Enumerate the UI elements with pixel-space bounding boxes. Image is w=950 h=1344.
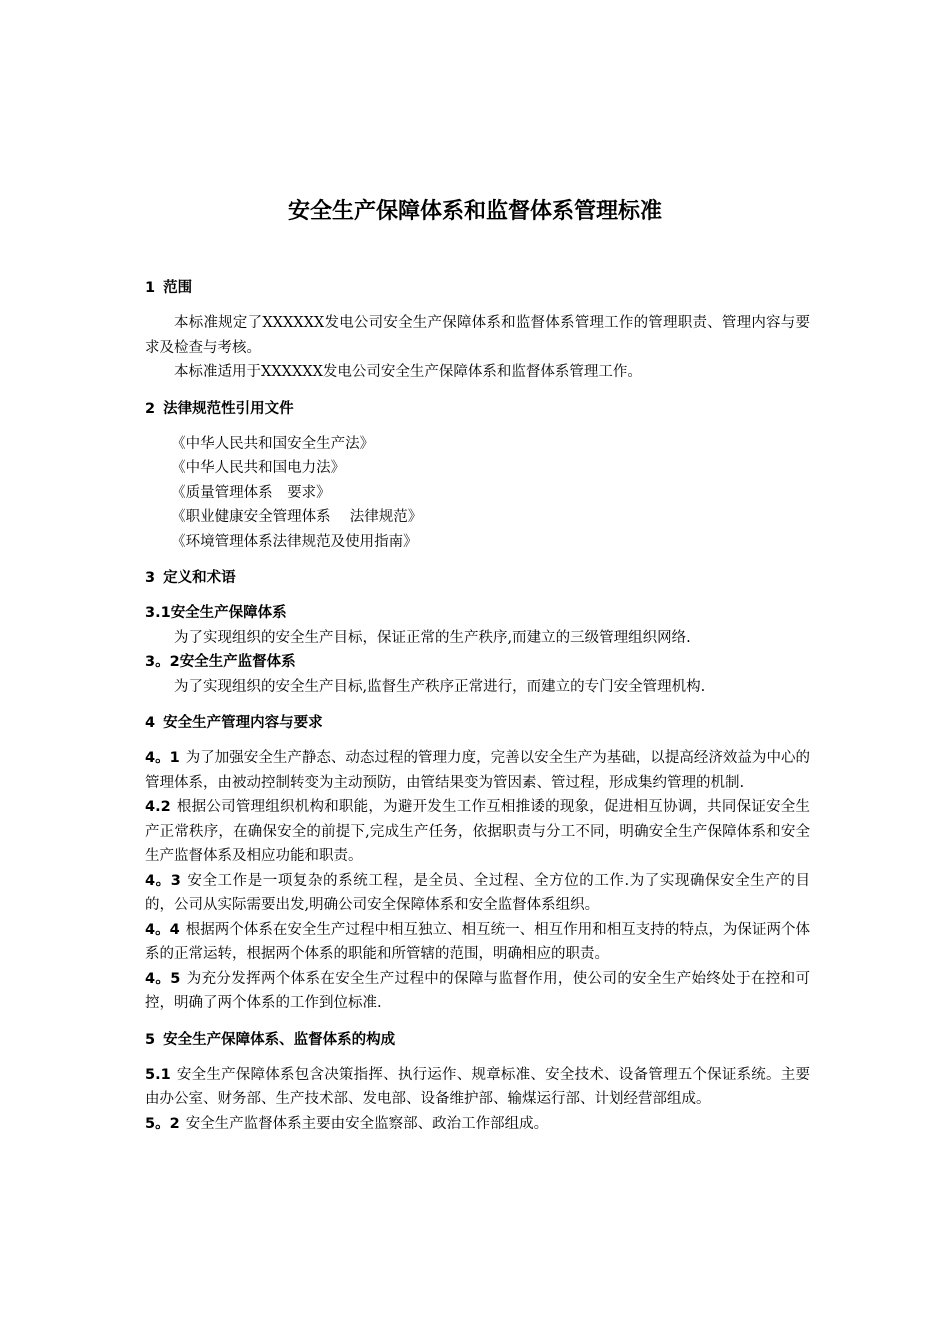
clause-item [145,746,810,795]
clause-item [145,918,810,967]
document-title: 安全生产保障体系和监督体系管理标准 [287,199,662,224]
citation-item: 《中华人民共和国安全生产法》 [171,435,375,452]
section-title: 安全生产保障体系、监督体系的构成 [163,1031,396,1048]
term-heading [145,650,810,675]
document-body [145,276,810,1136]
clause-text: 安全工作是一项复杂的系统工程，是全员、全过程、全方位的工作.为了实现确保安全生产的目的，公司从实际需要出发,明确公司安全保障体系和安全监督体系组织。 [145,872,810,913]
clause-item [145,795,810,869]
section-number: 1 [145,280,156,296]
section-heading-references [145,397,810,421]
clause-item [145,1063,810,1112]
clause-item [145,967,810,1016]
term-number: 3。2 [145,654,180,670]
citation-item: 《中华人民共和国电力法》 [171,460,346,476]
citation-item: 《质量管理体系 要求》 [171,484,331,501]
clause-text: 根据公司管理组织机构和职能，为避开发生工作互相推诿的现象，促进相互协调，共同保证安全生产正常秩序，在确保安全的前提下,完成生产任务，依据职责与分工不同，明确安全生产保障体系和安全生产监督体系及相应功能和职责。 [145,799,810,864]
section-title: 法律规范性引用文件 [163,400,294,417]
clause-item [145,1112,810,1137]
citation-item: 《环境管理体系法律规范及使用指南》 [171,533,418,550]
clause-text: 安全生产保障体系包含决策指挥、执行运作、规章标准、安全技术、设备管理五个保证系统。主要由办公室、财务部、生产技术部、发电部、设备维护部、输煤运行部、计划经营部组成。 [145,1066,810,1107]
section-number: 2 [145,400,156,417]
section-title: 范围 [163,280,193,296]
section-number: 3 [145,570,156,586]
citation-item: 《职业健康安全管理体系 法律规范》 [171,509,423,525]
term-definition: 为了实现组织的安全生产目标,监督生产秩序正常进行，而建立的专门安全管理机构. [174,678,706,695]
clause-number: 4。3 [145,872,181,889]
clause-number: 5。2 [145,1115,180,1132]
section-number: 4 [145,715,156,731]
term-label: 安全生产监督体系 [179,654,296,670]
term-heading [145,601,810,626]
clause-number: 4.2 [145,799,171,815]
clause-text: 为了加强安全生产静态、动态过程的管理力度，完善以安全生产为基础，以提高经济效益为中心的管理体系，由被动控制转变为主动预防，由管结果变为管因素、管过程，形成集约管理的机制. [145,750,810,791]
clause-text: 安全生产监督体系主要由安全监察部、政治工作部组成。 [185,1115,549,1132]
term-number: 3.1 [145,605,171,621]
clause-number: 5.1 [145,1066,171,1083]
section-number: 5 [145,1031,156,1048]
clause-number: 4。5 [145,970,181,987]
clause-number: 4。1 [145,750,180,766]
paragraph: 本标准适用于XXXXXX发电公司安全生产保障体系和监督体系管理工作。 [174,364,642,380]
term-definition: 为了实现组织的安全生产目标，保证正常的生产秩序,而建立的三级管理组织网络. [174,629,691,646]
section-heading-definitions [145,566,810,590]
term-label: 安全生产保障体系 [170,605,287,621]
section-title: 定义和术语 [163,570,236,586]
clause-text: 根据两个体系在安全生产过程中相互独立、相互统一、相互作用和相互支持的特点，为保证两个体系的正常运转，根据两个体系的职能和所管辖的范围，明确相应的职责。 [145,921,810,962]
section-heading-requirements [145,711,810,735]
clause-number: 4。4 [145,921,180,938]
section-title: 安全生产管理内容与要求 [163,715,323,731]
clause-item [145,869,810,918]
paragraph: 本标准规定了XXXXXX发电公司安全生产保障体系和监督体系管理工作的管理职责、管理内容与要求及检查与考核。 [145,315,810,356]
clause-text: 为充分发挥两个体系在安全生产过程中的保障与监督作用，使公司的安全生产始终处于在控和可控，明确了两个体系的工作到位标准. [145,970,810,1011]
section-heading-structure [145,1028,810,1052]
section-heading-scope [145,276,810,300]
